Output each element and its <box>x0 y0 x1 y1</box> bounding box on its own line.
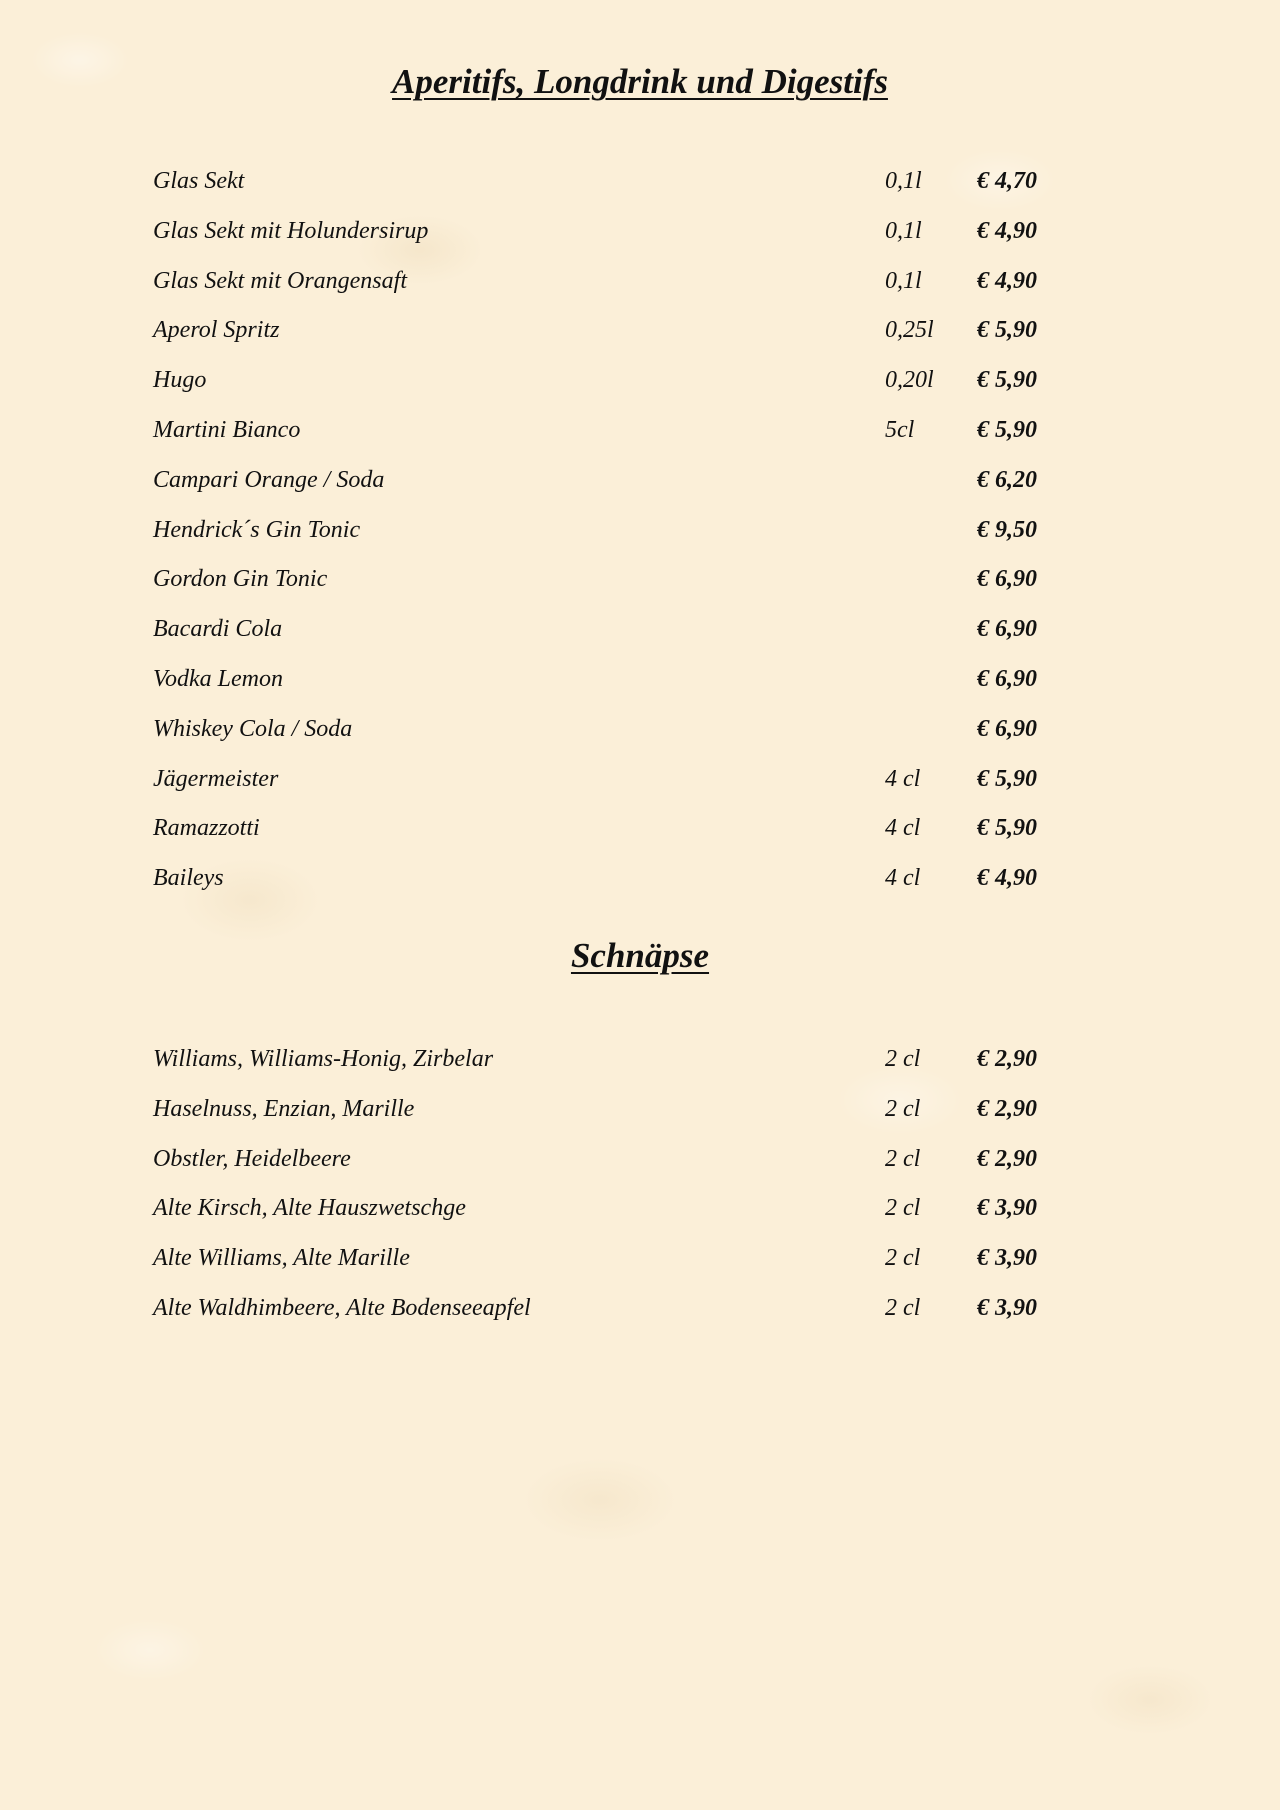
menu-item-name: Obstler, Heidelbeere <box>153 1145 351 1172</box>
menu-item-name: Baileys <box>153 865 224 892</box>
menu-item <box>153 858 1053 908</box>
menu-item-size: 2 cl <box>885 1195 921 1222</box>
menu-item-price: € 6,90 <box>977 715 1037 742</box>
menu-item <box>153 410 1053 460</box>
menu-item-price: € 5,90 <box>977 317 1037 344</box>
menu-item-name: Vodka Lemon <box>153 665 283 692</box>
menu-item-price: € 2,90 <box>977 1046 1037 1072</box>
menu-item <box>153 460 1053 510</box>
menu-item-name: Whiskey Cola / Soda <box>153 715 353 742</box>
aperitifs-list <box>153 161 1053 908</box>
menu-item-price: € 6,90 <box>977 616 1037 643</box>
menu-item-price: € 9,50 <box>977 516 1037 543</box>
menu-item <box>153 360 1053 410</box>
menu-item-price: € 6,90 <box>977 665 1037 692</box>
menu-item-name: Glas Sekt <box>153 168 245 194</box>
menu-item <box>153 559 1053 609</box>
menu-item-price: € 4,70 <box>977 168 1037 194</box>
menu-item-price: € 3,90 <box>977 1195 1037 1222</box>
menu-item-name: Alte Williams, Alte Marille <box>153 1245 410 1272</box>
menu-item <box>153 1238 1053 1288</box>
menu-item-name: Campari Orange / Soda <box>153 466 385 493</box>
menu-item-price: € 6,20 <box>977 466 1037 493</box>
menu-item-size: 0,1l <box>885 168 922 194</box>
menu-item-price: € 3,90 <box>977 1294 1037 1321</box>
menu-item <box>153 1039 1053 1089</box>
menu-item-size: 0,25l <box>885 317 934 344</box>
menu-item <box>153 808 1053 858</box>
menu-item-size: 0,20l <box>885 367 934 394</box>
section-title-aperitifs: Aperitifs, Longdrink und Digestifs <box>392 62 888 101</box>
menu-item <box>153 261 1053 311</box>
menu-item <box>153 659 1053 709</box>
menu-item-name: Haselnuss, Enzian, Marille <box>153 1095 415 1122</box>
menu-item-name: Hugo <box>153 367 207 394</box>
menu-item-name: Alte Kirsch, Alte Hauszwetschge <box>153 1195 466 1222</box>
menu-item <box>153 709 1053 759</box>
menu-item-price: € 5,90 <box>977 416 1037 443</box>
menu-item <box>153 609 1053 659</box>
menu-item-name: Williams, Williams-Honig, Zirbelar <box>153 1046 494 1072</box>
menu-item <box>153 310 1053 360</box>
menu-item <box>153 759 1053 809</box>
menu-item-name: Jägermeister <box>153 765 279 792</box>
menu-item-price: € 5,90 <box>977 367 1037 394</box>
menu-item <box>153 1139 1053 1189</box>
menu-item-price: € 2,90 <box>977 1095 1037 1122</box>
menu-item-price: € 3,90 <box>977 1245 1037 1272</box>
section-title-schnaepse: Schnäpse <box>570 936 710 975</box>
menu-item <box>153 1089 1053 1139</box>
menu-item-name: Hendrick´s Gin Tonic <box>153 516 361 543</box>
menu-item-size: 4 cl <box>885 815 921 842</box>
menu-item-size: 2 cl <box>885 1046 921 1072</box>
menu-item-name: Martini Bianco <box>153 416 301 443</box>
menu-item <box>153 161 1053 211</box>
menu-item-price: € 6,90 <box>977 566 1037 593</box>
menu-item-size: 2 cl <box>885 1145 921 1172</box>
menu-item-size: 4 cl <box>885 865 921 892</box>
menu-item <box>153 1188 1053 1238</box>
menu-item-price: € 4,90 <box>977 217 1037 244</box>
menu-item-name: Bacardi Cola <box>153 616 283 643</box>
menu-item-name: Ramazzotti <box>153 815 260 842</box>
menu-item-name: Alte Waldhimbeere, Alte Bodenseeapfel <box>153 1294 531 1321</box>
menu-item-name: Gordon Gin Tonic <box>153 566 328 593</box>
schnaepse-list <box>153 1039 1053 1338</box>
menu-item <box>153 510 1053 560</box>
menu-item-price: € 4,90 <box>977 865 1037 892</box>
menu-item-size: 4 cl <box>885 765 921 792</box>
menu-item-name: Aperol Spritz <box>153 317 280 344</box>
menu-item-size: 2 cl <box>885 1245 921 1272</box>
menu-item <box>153 1288 1053 1338</box>
menu-item-price: € 2,90 <box>977 1145 1037 1172</box>
menu-item-price: € 5,90 <box>977 815 1037 842</box>
menu-item-size: 0,1l <box>885 267 922 294</box>
menu-item <box>153 211 1053 261</box>
menu-item-size: 0,1l <box>885 217 922 244</box>
menu-item-size: 2 cl <box>885 1294 921 1321</box>
menu-item-price: € 5,90 <box>977 765 1037 792</box>
menu-item-price: € 4,90 <box>977 267 1037 294</box>
menu-item-name: Glas Sekt mit Holundersirup <box>153 217 429 244</box>
menu-item-size: 5cl <box>885 416 915 443</box>
menu-item-size: 2 cl <box>885 1095 921 1122</box>
menu-item-name: Glas Sekt mit Orangensaft <box>153 267 407 294</box>
